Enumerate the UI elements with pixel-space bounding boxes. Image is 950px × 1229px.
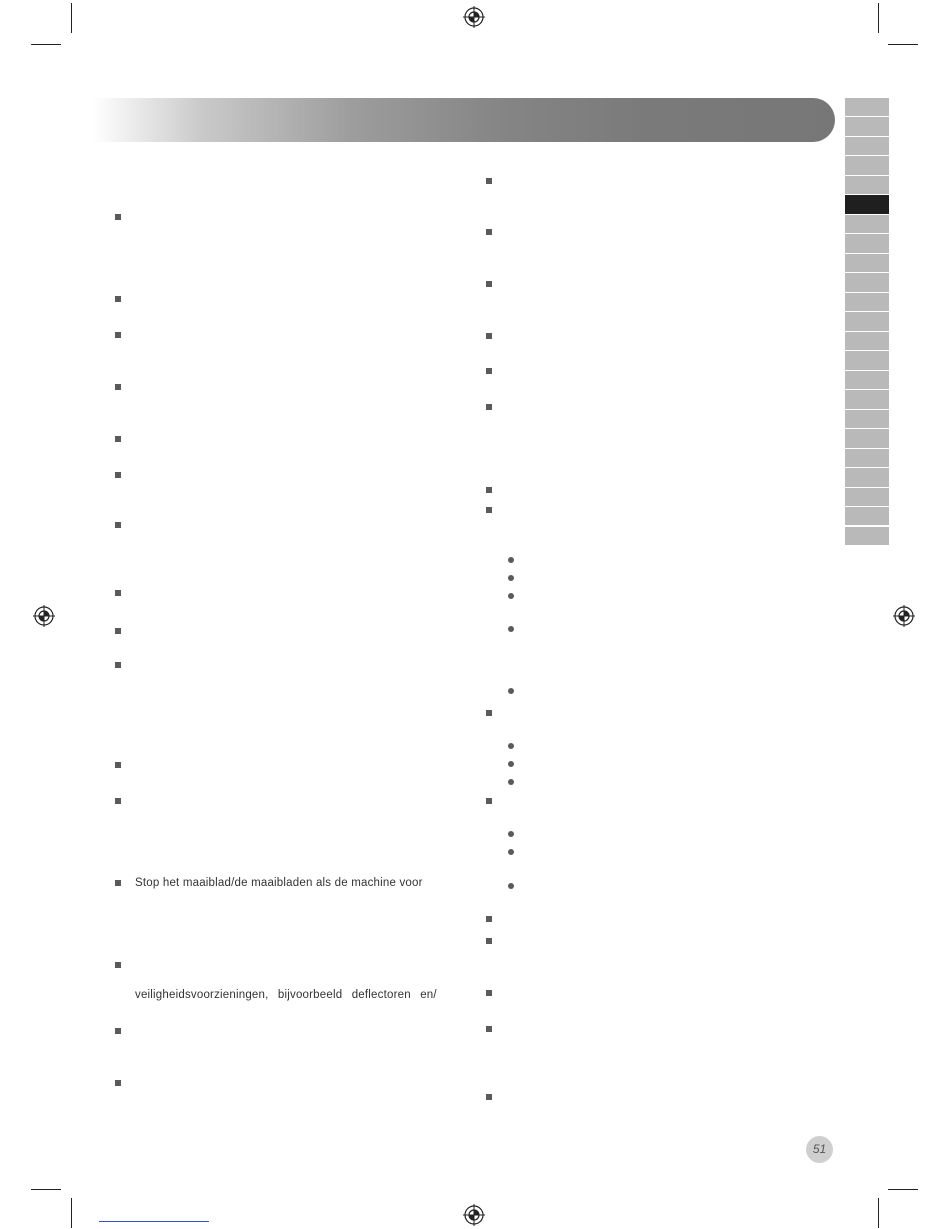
language-tab[interactable] <box>845 507 889 525</box>
round-bullet-icon <box>508 557 514 563</box>
square-bullet-icon <box>486 178 492 184</box>
language-tab[interactable] <box>845 312 889 330</box>
square-bullet-icon <box>115 332 121 338</box>
square-bullet-icon <box>115 962 121 968</box>
round-bullet-icon <box>508 883 514 889</box>
language-tab[interactable] <box>845 429 889 447</box>
language-tab[interactable] <box>845 176 889 194</box>
square-bullet-icon <box>486 990 492 996</box>
crop-mark <box>31 1189 61 1190</box>
language-tab[interactable] <box>845 390 889 408</box>
language-tab[interactable] <box>845 468 889 486</box>
language-tab[interactable] <box>845 254 889 272</box>
square-bullet-icon <box>115 1028 121 1034</box>
square-bullet-icon <box>486 333 492 339</box>
body-text-line: veiligheidsvoorzieningen, bijvoorbeeld deflectoren en/ <box>135 989 437 1001</box>
crop-mark <box>888 1189 918 1190</box>
square-bullet-icon <box>115 296 121 302</box>
square-bullet-icon <box>115 436 121 442</box>
body-text-line: Stop het maaiblad/de maaibladen als de machine voor <box>135 877 423 889</box>
language-tab[interactable] <box>845 273 889 291</box>
square-bullet-icon <box>115 1080 121 1086</box>
crop-mark <box>878 1198 879 1228</box>
square-bullet-icon <box>115 214 121 220</box>
square-bullet-icon <box>486 507 492 513</box>
square-bullet-icon <box>486 938 492 944</box>
language-tab[interactable] <box>845 293 889 311</box>
round-bullet-icon <box>508 688 514 694</box>
registration-mark-icon <box>893 605 915 627</box>
header-banner <box>92 98 835 142</box>
language-tab[interactable] <box>845 117 889 135</box>
language-tab[interactable] <box>845 137 889 155</box>
language-tab[interactable] <box>845 371 889 389</box>
registration-mark-icon <box>463 6 485 28</box>
language-tab[interactable] <box>845 156 889 174</box>
round-bullet-icon <box>508 743 514 749</box>
registration-mark-icon <box>463 1204 485 1226</box>
square-bullet-icon <box>486 710 492 716</box>
square-bullet-icon <box>486 368 492 374</box>
square-bullet-icon <box>115 472 121 478</box>
page-number: 51 <box>806 1136 833 1163</box>
round-bullet-icon <box>508 626 514 632</box>
language-tab[interactable] <box>845 410 889 428</box>
language-tab[interactable] <box>845 351 889 369</box>
square-bullet-icon <box>115 880 121 886</box>
square-bullet-icon <box>486 1094 492 1100</box>
square-bullet-icon <box>486 916 492 922</box>
square-bullet-icon <box>115 384 121 390</box>
round-bullet-icon <box>508 575 514 581</box>
language-tab[interactable] <box>845 488 889 506</box>
crop-mark <box>71 1198 72 1228</box>
round-bullet-icon <box>508 849 514 855</box>
language-tab[interactable] <box>845 449 889 467</box>
square-bullet-icon <box>486 1026 492 1032</box>
round-bullet-icon <box>508 761 514 767</box>
round-bullet-icon <box>508 831 514 837</box>
language-tab[interactable] <box>845 195 889 213</box>
round-bullet-icon <box>508 593 514 599</box>
language-tab[interactable] <box>845 332 889 350</box>
registration-mark-icon <box>33 605 55 627</box>
language-tab-strip <box>845 98 889 546</box>
crop-mark <box>878 3 879 33</box>
square-bullet-icon <box>486 487 492 493</box>
square-bullet-icon <box>115 522 121 528</box>
square-bullet-icon <box>486 281 492 287</box>
square-bullet-icon <box>115 628 121 634</box>
square-bullet-icon <box>115 662 121 668</box>
square-bullet-icon <box>486 798 492 804</box>
footer-link-underline <box>99 1221 209 1222</box>
language-tab[interactable] <box>845 234 889 252</box>
square-bullet-icon <box>115 762 121 768</box>
square-bullet-icon <box>486 404 492 410</box>
language-tab[interactable] <box>845 98 889 116</box>
square-bullet-icon <box>115 798 121 804</box>
crop-mark <box>888 44 918 45</box>
language-tab[interactable] <box>845 215 889 233</box>
round-bullet-icon <box>508 779 514 785</box>
square-bullet-icon <box>486 229 492 235</box>
crop-mark <box>31 44 61 45</box>
crop-mark <box>71 3 72 33</box>
language-tab[interactable] <box>845 527 889 545</box>
square-bullet-icon <box>115 590 121 596</box>
